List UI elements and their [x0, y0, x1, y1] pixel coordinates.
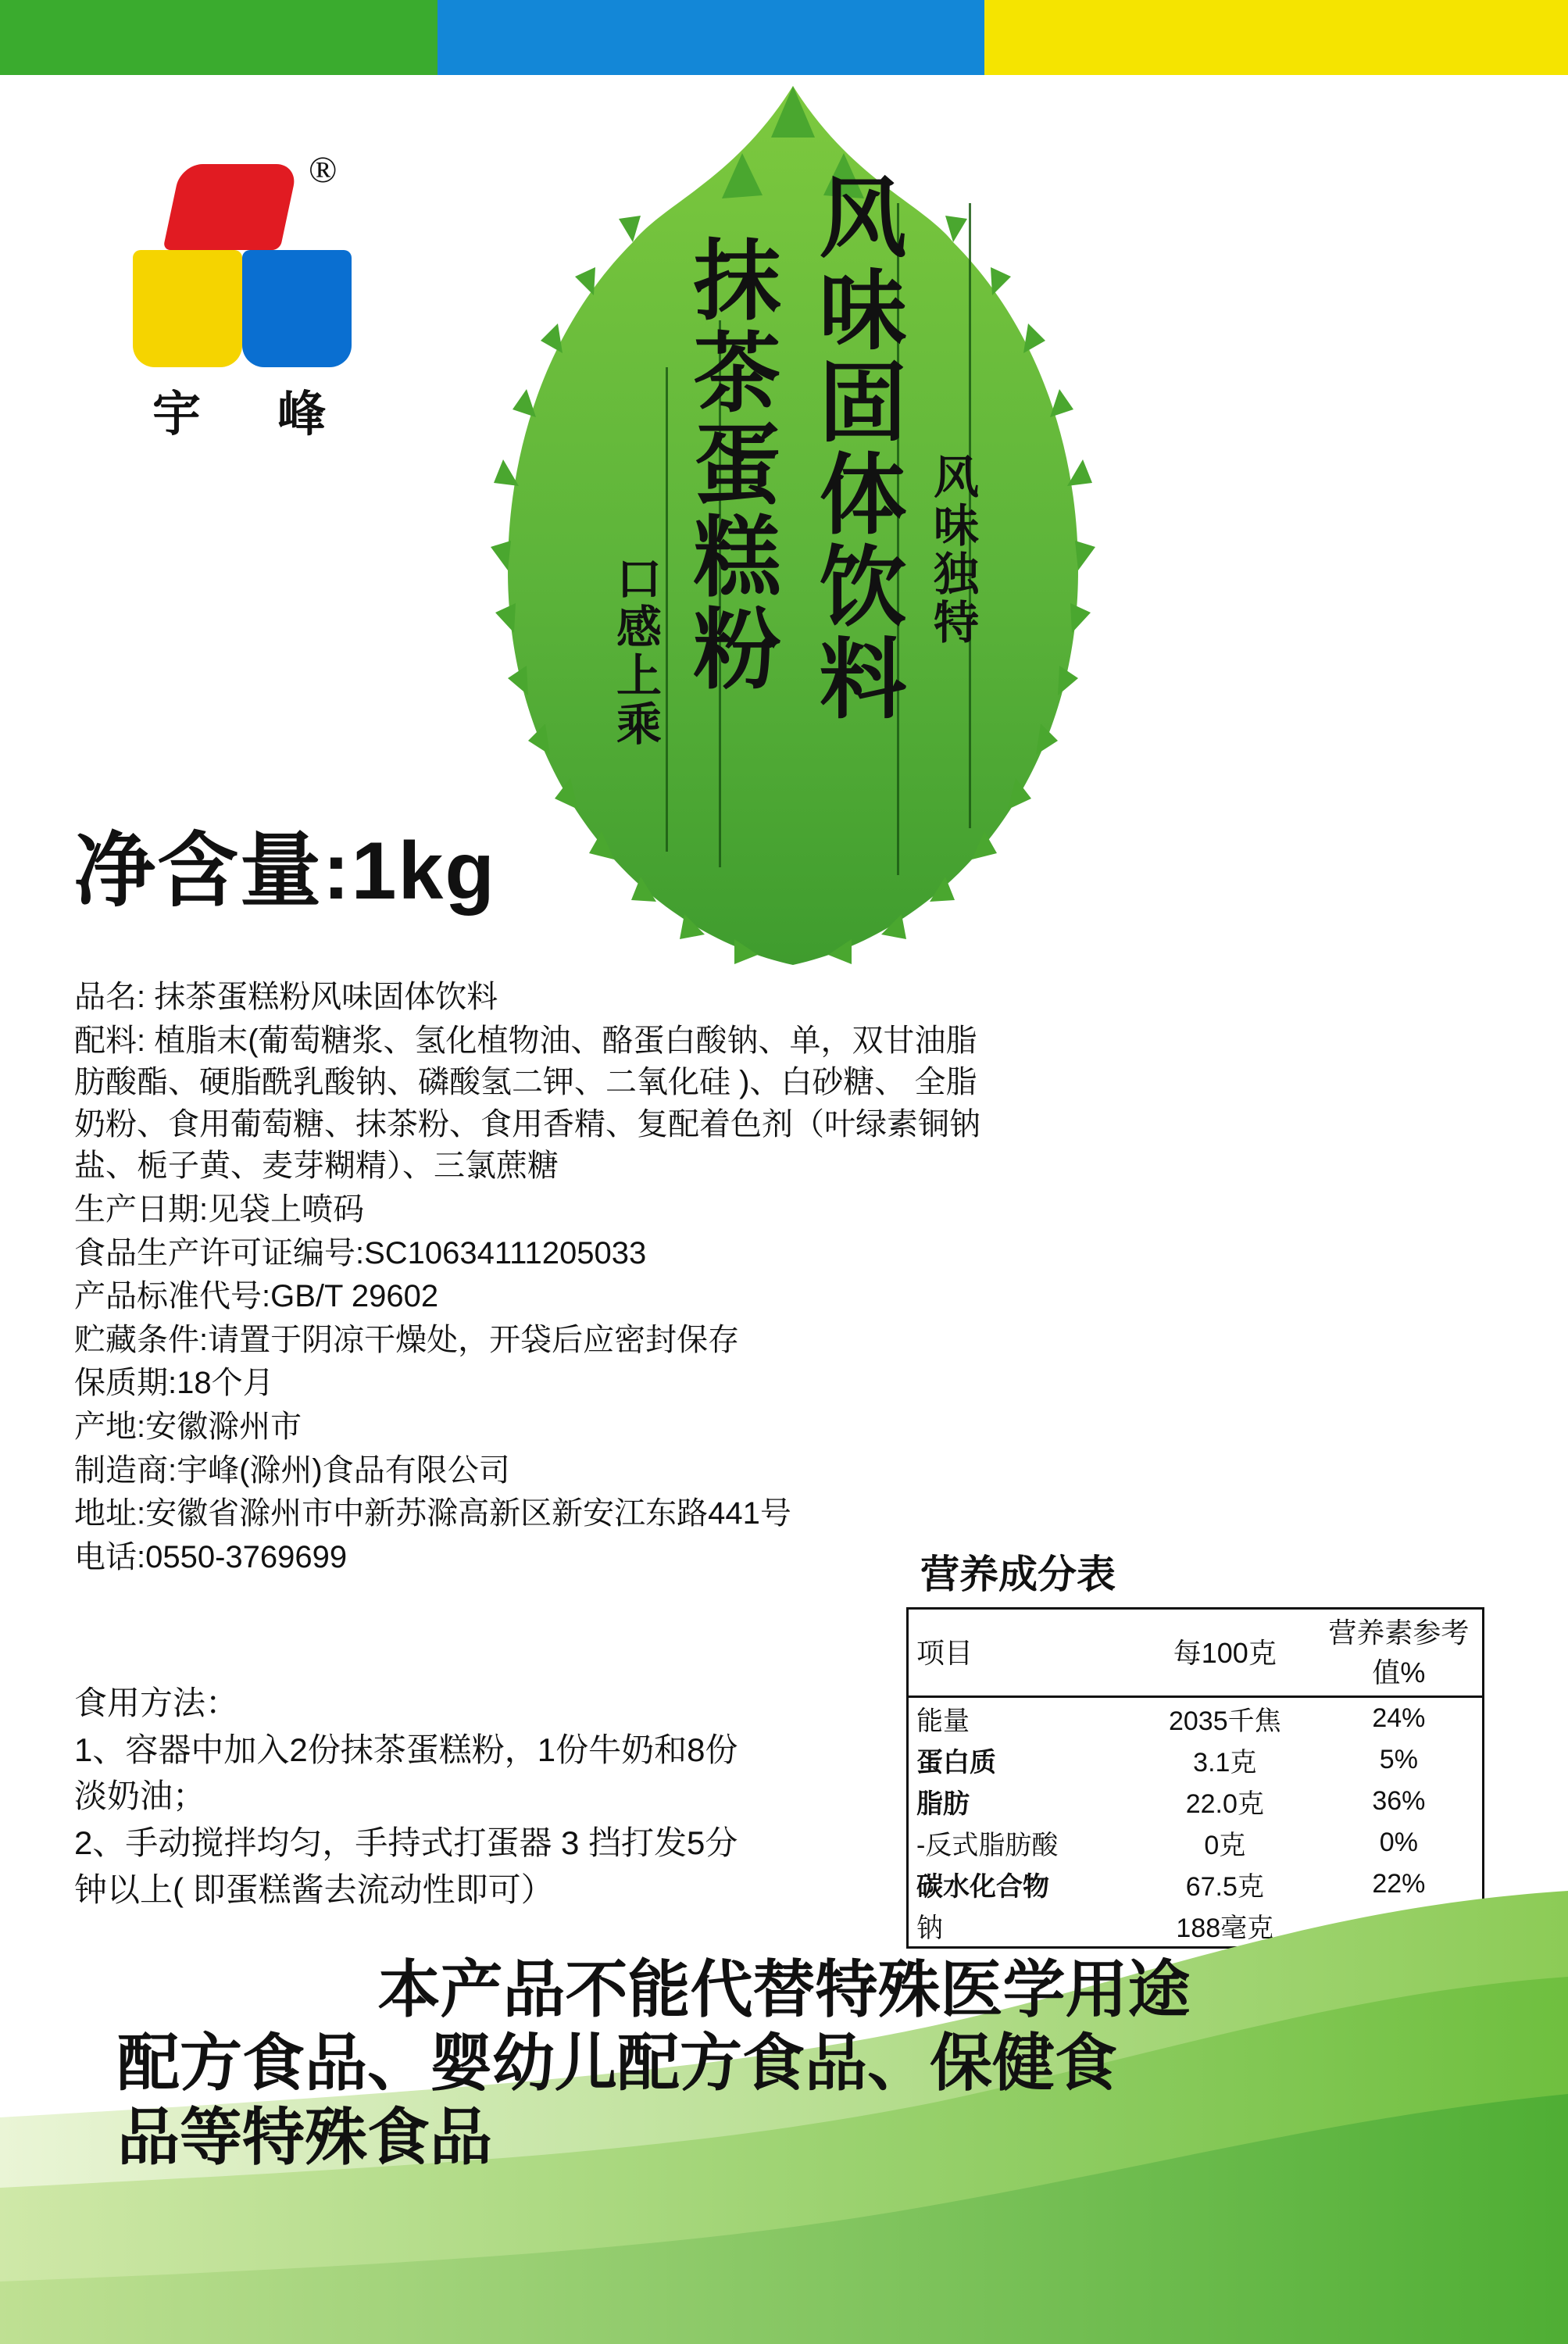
nutrition-row-name: 脂肪 — [916, 1789, 970, 1819]
color-segment-green — [0, 0, 438, 75]
nutrition-row-nrv: 36% — [1372, 1786, 1426, 1816]
leaf-text-block — [484, 86, 1102, 969]
nutrition-row-amount: 2035千焦 — [1168, 1706, 1281, 1736]
logo-cube-yellow-icon — [133, 250, 242, 367]
nutrition-header-amount: 每100克 — [1173, 1636, 1277, 1669]
nutrition-row-nrv: 22% — [1372, 1869, 1426, 1899]
production-date-line: 生产日期:见袋上喷码 — [74, 1192, 365, 1227]
table-row — [908, 1822, 1484, 1863]
nutrition-row-name: 钠 — [916, 1913, 943, 1943]
usage-step-1a: 1、容器中加入2份抹茶蛋糕粉，1份牛奶和8份 — [74, 1731, 738, 1768]
logo-character-1: 宇 — [152, 388, 202, 441]
nutrition-row-amount: 0克 — [1204, 1831, 1246, 1860]
nutrition-row-amount: 22.0克 — [1185, 1789, 1264, 1819]
warning-line-1: 本产品不能代替特殊医学用途 — [377, 1955, 1191, 2024]
leaf-graphic — [484, 86, 1102, 969]
warning-line-2: 配方食品、婴幼儿配方食品、保健食 — [117, 2028, 1117, 2099]
nutrition-row-amount: 188毫克 — [1176, 1913, 1274, 1943]
table-row — [908, 1739, 1484, 1781]
warning-line-3: 品等特殊食品 — [117, 2102, 492, 2172]
nutrition-row-name: 蛋白质 — [916, 1748, 996, 1778]
standard-code-line: 产品标准代号:GB/T 29602 — [74, 1279, 439, 1314]
shelf-life-line: 保质期:18个月 — [74, 1366, 274, 1401]
usage-title: 食用方法： — [74, 1685, 239, 1721]
origin-line: 产地:安徽滁州市 — [74, 1409, 302, 1444]
logo-character-2: 峰 — [277, 388, 327, 441]
usage-step-2b: 钟以上( 即蛋糕酱去流动性即可） — [74, 1871, 554, 1908]
manufacturer-line: 制造商:宇峰(滁州)食品有限公司 — [74, 1452, 510, 1488]
license-number-line: 食品生产许可证编号:SC10634111205033 — [74, 1235, 647, 1270]
color-segment-yellow — [984, 0, 1568, 75]
nutrition-row-amount: 67.5克 — [1185, 1872, 1264, 1902]
brand-logo — [117, 148, 383, 477]
table-row — [908, 1781, 1484, 1822]
logo-cube-blue-icon — [242, 250, 352, 367]
nutrition-table-header-row — [908, 1609, 1484, 1697]
product-info-block — [74, 977, 996, 1580]
leaf-main-title-left: 抹茶蛋糕粉 — [681, 234, 779, 695]
product-name-line: 品名: 抹茶蛋糕粉风味固体饮料 — [74, 980, 498, 1014]
nutrition-header-nrv: 营养素参考值% — [1328, 1617, 1470, 1688]
top-bar-edge — [0, 75, 1568, 81]
nutrition-header-item: 项目 — [916, 1636, 973, 1669]
leaf-main-title-right: 风味固体饮料 — [807, 172, 905, 725]
nutrition-title: 营养成分表 — [920, 1553, 1116, 1596]
nutrition-row-nrv: 5% — [1379, 1745, 1418, 1774]
color-segment-blue — [438, 0, 984, 75]
usage-step-1b: 淡奶油； — [74, 1778, 206, 1815]
net-weight-label: 净含量:1kg — [74, 826, 496, 917]
nutrition-row-name: 碳水化合物 — [916, 1872, 1049, 1902]
leaf-side-text-right: 风味独特 — [927, 453, 977, 647]
registered-trademark-icon: ® — [309, 149, 338, 191]
logo-cube-red-icon — [163, 164, 298, 250]
nutrition-row-nrv: 24% — [1372, 1703, 1426, 1733]
nutrition-row-name: -反式脂肪酸 — [916, 1831, 1059, 1860]
address-line: 地址:安徽省滁州市中新苏滁高新区新安江东路441号 — [74, 1496, 791, 1531]
storage-line: 贮藏条件:请置于阴凉干燥处，开袋后应密封保存 — [74, 1322, 740, 1357]
phone-line: 电话:0550-3769699 — [74, 1539, 348, 1574]
top-color-bar — [0, 0, 1568, 75]
nutrition-row-name: 能量 — [916, 1706, 970, 1736]
warning-block — [0, 1953, 1568, 2174]
usage-step-2a: 2、手动搅拌均匀，手持式打蛋器 3 挡打发5分 — [74, 1824, 738, 1861]
nutrition-row-nrv: 0% — [1379, 1828, 1418, 1857]
table-row — [908, 1697, 1484, 1740]
nutrition-row-amount: 3.1克 — [1193, 1748, 1257, 1778]
leaf-side-text-left: 口感上乘 — [609, 555, 660, 749]
ingredients-line: 配料: 植脂末(葡萄糖浆、氢化植物油、酪蛋白酸钠、单，双甘油脂肪酸酯、硬脂酰乳酸钠、磷酸氢二钾、二氧化硅 )、白砂糖、 全脂奶粉、食用葡萄糖、抹茶粉、食用香精、复配着色剂（叶绿素铜钠盐、栀子黄、麦芽糊精）、三氯蔗糖 — [74, 1023, 980, 1184]
